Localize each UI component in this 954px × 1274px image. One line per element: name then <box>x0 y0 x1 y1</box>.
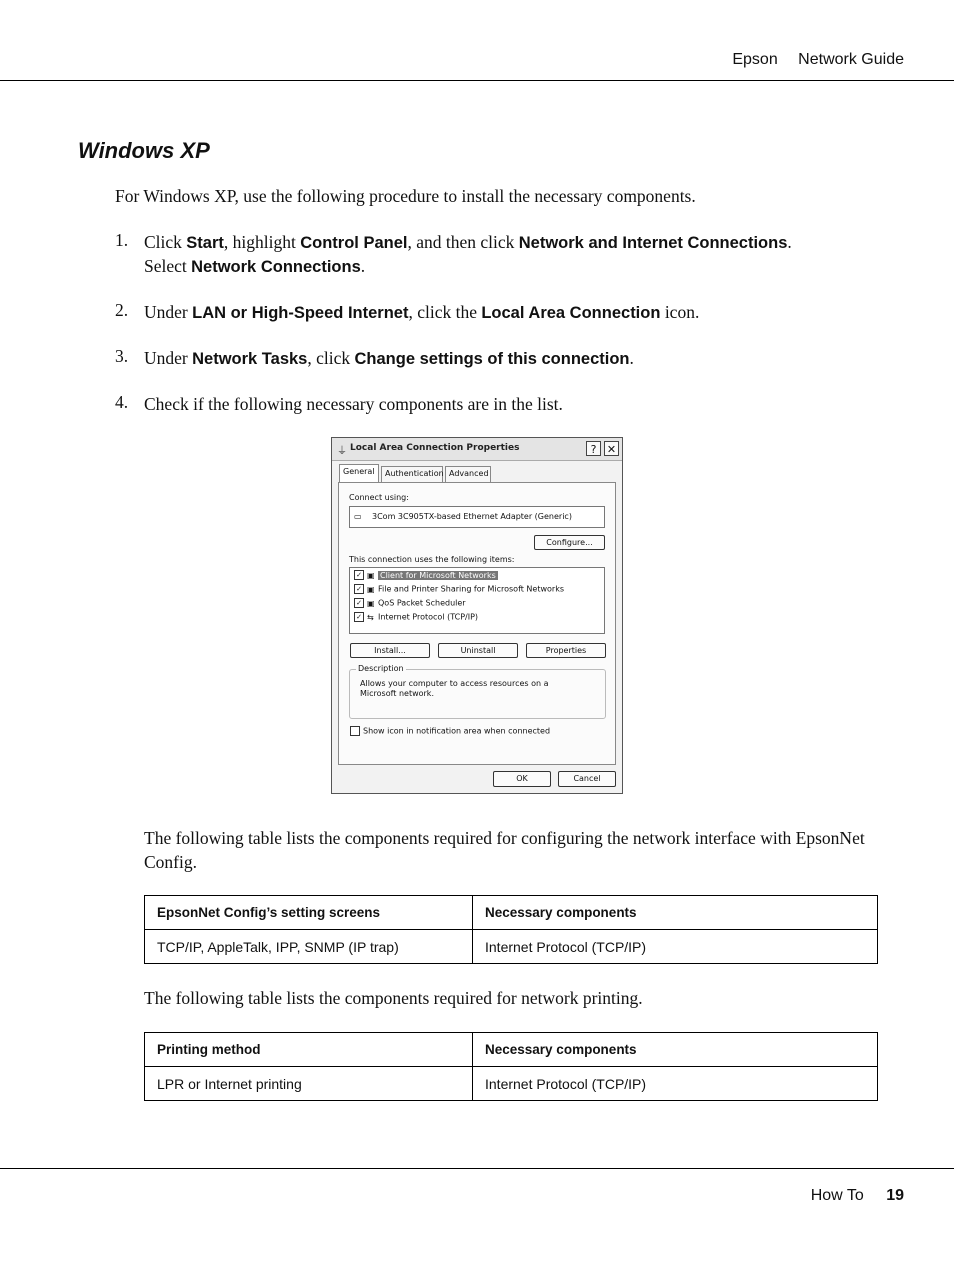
checkbox-checked-icon[interactable]: ✓ <box>354 584 364 594</box>
ui-term: Local Area Connection <box>481 304 661 322</box>
step-number: 1. <box>115 230 129 250</box>
list-item-label: Internet Protocol (TCP/IP) <box>378 612 479 622</box>
running-header <box>716 51 904 69</box>
table2-intro: The following table lists the components required for network printing. <box>144 988 643 1008</box>
setting-screens-table <box>144 895 878 964</box>
properties-button[interactable]: Properties <box>526 643 606 658</box>
footer-section: How To <box>810 1187 864 1204</box>
ui-term: Network Connections <box>191 258 361 276</box>
local-area-connection-properties-dialog <box>331 437 623 794</box>
adapter-name: 3Com 3C905TX-based Ethernet Adapter (Generic) <box>372 512 572 521</box>
step-1-line-2: Select Network Connections. <box>144 256 366 276</box>
table-cell: LPR or Internet printing <box>145 1067 473 1101</box>
list-item[interactable] <box>354 612 478 624</box>
step-1-line-1: Click Start, highlight Control Panel, and then click Network and Internet Connections. <box>144 232 792 252</box>
client-icon: ▣ <box>367 570 375 580</box>
show-icon-label: Show icon in notification area when connected <box>363 726 551 736</box>
help-button[interactable]: ? <box>586 441 601 456</box>
step-number: 4. <box>115 392 129 412</box>
connect-using-label: Connect using: <box>349 493 409 502</box>
scheduler-icon: ▣ <box>367 598 375 608</box>
install-button[interactable]: Install... <box>350 643 430 658</box>
list-item-label: Client for Microsoft Networks <box>380 570 496 580</box>
table-row <box>145 1067 878 1101</box>
step-number: 3. <box>115 346 129 366</box>
table-row <box>145 930 878 964</box>
page-number: 19 <box>886 1187 904 1204</box>
ui-term: Control Panel <box>300 234 408 252</box>
footer-rule <box>0 1168 954 1169</box>
network-connection-icon: ⏚ <box>337 446 347 457</box>
show-icon-option[interactable] <box>350 726 550 736</box>
dialog-titlebar <box>332 438 622 461</box>
list-item[interactable] <box>354 570 498 582</box>
printing-method-table <box>144 1032 878 1101</box>
checkbox-checked-icon[interactable]: ✓ <box>354 570 364 580</box>
table-cell: TCP/IP, AppleTalk, IPP, SNMP (IP trap) <box>145 930 473 964</box>
table-header-cell: Necessary components <box>473 896 878 930</box>
running-footer <box>811 1187 904 1205</box>
cancel-button[interactable]: Cancel <box>558 771 616 787</box>
ui-term: Change settings of this connection <box>354 350 630 368</box>
section-title: Windows XP <box>78 138 210 163</box>
step-4-text: Check if the following necessary components are in the list. <box>144 394 563 414</box>
uninstall-button[interactable]: Uninstall <box>438 643 518 658</box>
description-text: Allows your computer to access resources on a Microsoft network. <box>360 679 549 698</box>
components-list[interactable] <box>349 567 605 634</box>
configure-button[interactable]: Configure... <box>534 535 605 550</box>
adapter-field <box>349 506 605 528</box>
tab-advanced[interactable]: Advanced <box>445 466 491 482</box>
ok-button[interactable]: OK <box>493 771 551 787</box>
header-rule <box>0 80 954 81</box>
description-group <box>349 664 606 719</box>
dialog-title: Local Area Connection Properties <box>350 443 520 453</box>
table-cell: Internet Protocol (TCP/IP) <box>473 1067 878 1101</box>
ui-term: LAN or High-Speed Internet <box>192 304 409 322</box>
list-item-label: File and Printer Sharing for Microsoft Networks <box>378 584 564 594</box>
table1-intro: The following table lists the components required for configuring the network interface with EpsonNet Config. <box>144 828 865 872</box>
step-2-text: Under LAN or High-Speed Internet, click the Local Area Connection icon. <box>144 302 700 322</box>
tab-authentication[interactable]: Authentication <box>381 466 443 482</box>
tab-general[interactable]: General <box>339 464 379 482</box>
checkbox-checked-icon[interactable]: ✓ <box>354 598 364 608</box>
ui-term: Network and Internet Connections <box>518 234 788 252</box>
checkbox-unchecked-icon[interactable] <box>350 726 360 736</box>
sharing-icon: ▣ <box>367 584 375 594</box>
table-header-cell: EpsonNet Config’s setting screens <box>145 896 473 930</box>
list-item[interactable] <box>354 584 564 596</box>
adapter-icon: ▭ <box>354 512 362 521</box>
list-item-label: QoS Packet Scheduler <box>378 598 466 608</box>
checkbox-checked-icon[interactable]: ✓ <box>354 612 364 622</box>
intro-paragraph: For Windows XP, use the following procedure to install the necessary components. <box>115 186 696 206</box>
table-cell: Internet Protocol (TCP/IP) <box>473 930 878 964</box>
description-legend: Description <box>358 664 404 673</box>
step-3-text: Under Network Tasks, click Change settings of this connection. <box>144 348 634 368</box>
list-item[interactable] <box>354 598 466 610</box>
table-header-cell: Necessary components <box>473 1033 878 1067</box>
table-header-row <box>145 1033 878 1067</box>
close-button[interactable]: ✕ <box>604 441 619 456</box>
items-label: This connection uses the following items: <box>349 555 515 564</box>
header-brand: Epson <box>732 51 778 68</box>
ui-term: Network Tasks <box>192 350 308 368</box>
step-number: 2. <box>115 300 129 320</box>
protocol-icon: ⇆ <box>367 612 374 622</box>
general-tab-panel <box>338 482 616 765</box>
table-header-row <box>145 896 878 930</box>
table-header-cell: Printing method <box>145 1033 473 1067</box>
header-guide-title: Network Guide <box>798 51 904 68</box>
ui-term: Start <box>186 234 224 252</box>
